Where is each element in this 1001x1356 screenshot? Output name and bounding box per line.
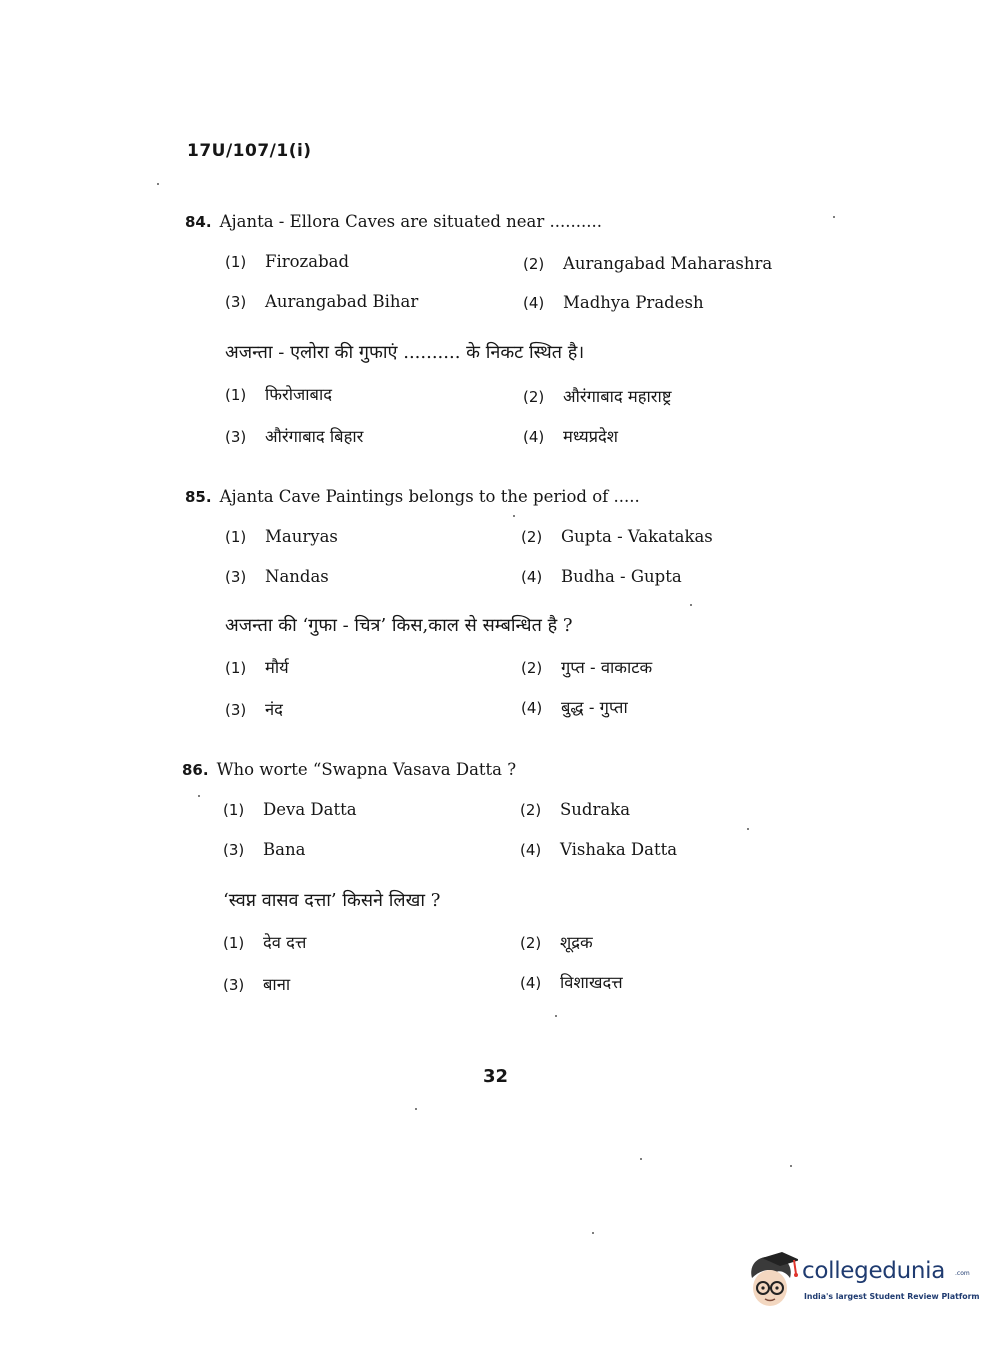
scan-speck: [555, 1015, 557, 1017]
scan-speck: [198, 795, 200, 797]
option-hi-1: (1) देव दत्त: [223, 933, 307, 952]
scan-speck: [592, 1232, 594, 1234]
option-en-3: (3) Bana: [223, 840, 306, 859]
option-en-2: (2) Sudraka: [520, 800, 631, 819]
question-text-en: 85. Ajanta Cave Paintings belongs to the period of .....: [185, 487, 640, 506]
option-en-1: (1) Mauryas: [225, 527, 338, 546]
logo-dotcom: .com: [955, 1270, 970, 1277]
option-en-1: (1) Deva Datta: [223, 800, 357, 819]
scan-speck: [513, 515, 515, 517]
question-text-en: 86. Who worte “Swapna Vasava Datta ?: [182, 760, 517, 779]
scan-speck: [790, 1165, 792, 1167]
option-en-4: (4) Budha - Gupta: [521, 567, 682, 586]
scan-speck: [833, 216, 835, 218]
option-hi-1: (1) मौर्य: [225, 658, 289, 677]
option-hi-1: (1) फिरोजाबाद: [225, 385, 332, 404]
scan-speck: [415, 1108, 417, 1110]
paper-code: 17U/107/1(i): [187, 141, 312, 161]
question-number: 85.: [185, 488, 212, 506]
question-text-hi: अजन्ता की ‘गुफा - चित्र’ किस,काल से सम्बन्धित है ?: [225, 615, 573, 636]
logo-brand: collegedunia: [802, 1258, 946, 1284]
scan-speck: [690, 604, 692, 606]
mascot-icon: [742, 1250, 798, 1310]
option-en-3: (3) Nandas: [225, 567, 329, 586]
option-hi-2: (2) शूद्रक: [520, 933, 593, 952]
option-en-1: (1) Firozabad: [225, 252, 350, 271]
question-text-hi: ‘स्वप्न वासव दत्ता’ किसने लिखा ?: [223, 890, 441, 911]
option-hi-4: (4) बुद्ध - गुप्ता: [521, 698, 628, 717]
option-en-3: (3) Aurangabad Bihar: [225, 292, 419, 311]
question-text-hi: अजन्ता - एलोरा की गुफाएं .......... के निकट स्थित है।: [225, 342, 585, 363]
question-text-en: 84. Ajanta - Ellora Caves are situated near ..........: [185, 212, 602, 231]
question-number: 84.: [185, 213, 212, 231]
option-en-4: (4) Vishaka Datta: [520, 840, 678, 859]
option-hi-4: (4) विशाखदत्त: [520, 973, 623, 992]
scan-speck: [157, 183, 159, 185]
logo-tagline: India's largest Student Review Platform: [804, 1292, 980, 1301]
question-number: 86.: [182, 761, 209, 779]
option-hi-4: (4) मध्यप्रदेश: [523, 427, 619, 446]
option-en-4: (4) Madhya Pradesh: [523, 293, 704, 312]
scan-speck: [747, 828, 749, 830]
option-hi-2: (2) गुप्त - वाकाटक: [521, 658, 653, 677]
page-number: 32: [483, 1066, 509, 1087]
option-hi-3: (3) बाना: [223, 975, 291, 994]
option-en-2: (2) Aurangabad Maharashra: [523, 254, 773, 273]
collegedunia-logo: [742, 1250, 980, 1310]
option-hi-3: (3) औरंगाबाद बिहार: [225, 427, 364, 446]
option-en-2: (2) Gupta - Vakatakas: [521, 527, 713, 546]
scan-speck: [640, 1158, 642, 1160]
option-hi-2: (2) औरंगाबाद महाराष्ट्र: [523, 387, 672, 406]
option-hi-3: (3) नंद: [225, 700, 283, 719]
